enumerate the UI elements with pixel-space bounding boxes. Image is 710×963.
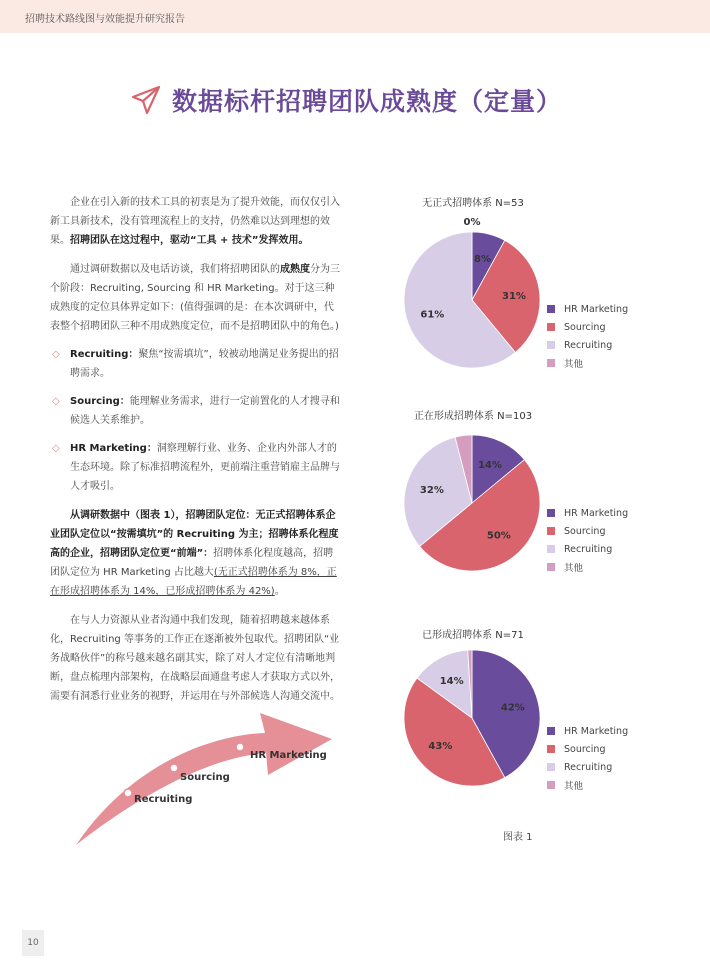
pie-data-label: 0%	[463, 217, 481, 228]
intro-p2a: 通过调研数据以及电话访谈，我们将招聘团队的	[70, 264, 280, 275]
findings-text: 招聘体系化程度越高，招聘团队定位为 HR Marketing 占比越大	[50, 548, 334, 578]
findings-bold: 从调研数据中（图表 1），招聘团队定位：无正式招聘体系企业团队定位以“按需填坑”的 Recruiting 为主；招聘体系化程度高的企业，招聘团队定位更“前端”：	[50, 510, 339, 559]
bullet-term: Sourcing：	[70, 396, 130, 407]
pie-data-label: 31%	[502, 291, 526, 303]
bullet-text: 聚焦“按需填坑”，较被动地满足业务提出的招聘需求。	[70, 349, 339, 379]
legend-item: Recruiting	[547, 540, 628, 558]
pie-data-label	[454, 430, 471, 432]
intro-p2-bold: 成熟度	[280, 264, 310, 275]
pie-data-label: 43%	[428, 740, 453, 752]
stage-label-recruiting: Recruiting	[134, 794, 193, 805]
bullet-term: Recruiting：	[70, 349, 139, 360]
pie-chart-forming	[400, 430, 550, 580]
pie-data-label: 14%	[477, 459, 502, 471]
legend-item: 其他	[547, 354, 628, 372]
header-bar	[0, 0, 710, 33]
diamond-icon: ◇	[52, 443, 60, 454]
stage-dot-recruiting	[124, 789, 132, 797]
stage-label-sourcing: Sourcing	[180, 772, 230, 783]
intro-p2c: 分为三个阶段：Recruiting, Sourcing 和 HR Marketing。对于这三种成熟度的定位具体界定如下：(值得强调的是：在本次调研中，代表整个招聘团队三种不用成熟度定位，而不是招聘团队中的角色。)	[50, 264, 340, 332]
stage-dot-sourcing	[170, 764, 178, 772]
pie-chart-established	[400, 648, 550, 798]
legend-item: Sourcing	[547, 522, 628, 540]
intro-p1: 企业在引入新的技术工具的初衷是为了提升效能，而仅仅引入新工具新技术，没有管理流程上的支持，仍然难以达到理想的效果。	[50, 197, 340, 246]
legend-item: Recruiting	[547, 758, 628, 776]
closing-text: 在与人力资源从业者沟通中我们发现，随着招聘越来越体系化，Recruiting 等事务的工作正在逐渐被外包取代。招聘团队“业务战略伙伴”的称号越来越名副其实，除了对人才定位有清晰地判断，盘点梳理内部架构，在战略层面通盘考虑人才获取方式以外，需要有洞悉行业业务的视野，并运用在与外部候选人沟通交流中。	[50, 615, 340, 702]
stage-label-hr-marketing: HR Marketing	[250, 750, 327, 761]
bullet-recruiting	[50, 345, 342, 383]
pie-data-label: 8%	[473, 254, 491, 266]
paper-plane-icon	[130, 84, 162, 116]
legend-item: 其他	[547, 776, 628, 794]
legend-item: Sourcing	[547, 318, 628, 336]
chart-title-3: 已形成招聘体系 N=71	[422, 630, 524, 641]
legend-3	[547, 722, 628, 794]
page-title-block	[130, 80, 562, 120]
stage-dot-hr-marketing	[236, 743, 244, 751]
diamond-icon: ◇	[52, 349, 60, 360]
legend-item: HR Marketing	[547, 300, 628, 318]
bullet-term: HR Marketing：	[70, 443, 157, 454]
bullet-sourcing	[50, 392, 342, 430]
legend-item: Sourcing	[547, 740, 628, 758]
figure-caption: 图表 1	[503, 832, 533, 843]
diamond-icon: ◇	[52, 396, 60, 407]
legend-item: HR Marketing	[547, 504, 628, 522]
pie-data-label: 14%	[439, 676, 464, 688]
legend-1	[547, 300, 628, 372]
bullet-hr-marketing	[50, 439, 342, 496]
pie-data-label: 32%	[419, 484, 444, 496]
chart-title-2: 正在形成招聘体系 N=103	[413, 411, 533, 422]
pie-chart-informal	[400, 215, 550, 375]
pie-data-label: 61%	[420, 309, 445, 321]
pie-data-label: 42%	[500, 702, 525, 714]
pie-data-label: 50%	[486, 530, 511, 542]
findings-underline: (无正式招聘体系为 8%，正在形成招聘体系为 14%，已形成招聘体系为 42%)	[50, 567, 337, 597]
page-title: 数据标杆招聘团队成熟度（定量）	[172, 87, 563, 116]
legend-item: Recruiting	[547, 336, 628, 354]
report-title: 招聘技术路线图与效能提升研究报告	[25, 14, 185, 25]
legend-2	[547, 504, 628, 576]
page-number: 10	[22, 930, 44, 956]
intro-p1-bold: 招聘团队在这过程中，驱动“工具 + 技术”发挥效用。	[70, 235, 309, 246]
legend-item: 其他	[547, 558, 628, 576]
bullet-text: 能理解业务需求，进行一定前置化的人才搜寻和候选人关系维护。	[70, 396, 340, 426]
bullet-text: 洞察理解行业、业务、企业内外部人才的生态环境。除了标准招聘流程外，更前端注重营销雇主品牌与人才吸引。	[70, 443, 340, 492]
intro-text: 企业在引入新的技术工具的初衷是为了提升效能，而仅仅引入新工具新技术，没有管理流程上的支持，仍然难以达到理想的效果。招聘团队在这过程中，驱动“工具 + 技术”发挥效用。 通过调研数据以及电话访谈，我们将招聘团队的成熟度分为三个阶段：Recruiting, Sourcing 和 HR Marketing。对于这三种成熟度的定位具体界定如下：(值得强调的是：在本次调研中，代表整个招聘团队三种不用成熟度定位，而不是招聘团队中的角色。) ◇ Recruiting：聚焦“按需填坑”，较被动地满足业务提出的招聘需求。 ◇ Sourcing：能理解业务需求，进行一定前置化的人才搜寻和候选人关系维护。 ◇ HR Marketing：洞察理解行业、业务、企业内外部人才的生态环境。除了标准招聘流程外，更前端注重营销雇主品牌与人才吸引。 从调研数据中（图表 1），招聘团队定位：无正式招聘体系企业团队定位以“按需填坑”的 Recruiting 为主；招聘体系化程度高的企业，招聘团队定位更“前端”：招聘体系化程度越高，招聘团队定位为 HR Marketing 占比越大(无正式招聘体系为 8%，正在形成招聘体系为 14%，已形成招聘体系为 42%)。 在与人力资源从业者沟通中我们发现，随着招聘越来越体系化，Recruiting 等事务的工作正在逐渐被外包取代。招聘团队“业务战略伙伴”的称号越来越名副其实，除了对人才定位有清晰地判断，盘点梳理内部架构，在战略层面通盘考虑人才获取方式以外，需要有洞悉行业业务的视野，并运用在与外部候选人沟通交流中。	[50, 193, 342, 706]
chart-title-1: 无正式招聘体系 N=53	[422, 198, 524, 209]
legend-item: HR Marketing	[547, 722, 628, 740]
